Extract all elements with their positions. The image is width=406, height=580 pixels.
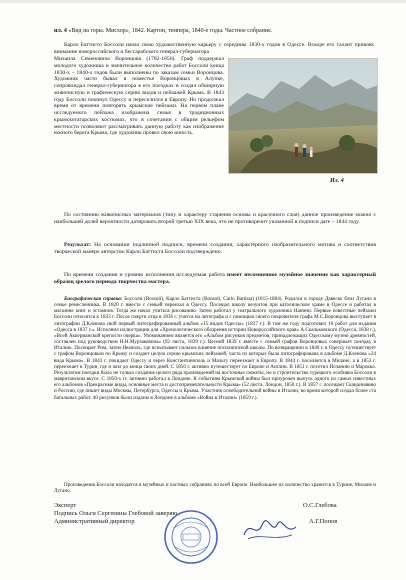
expert-name: О.С.Глебова bbox=[303, 502, 337, 509]
dating-paragraph: По состоянию живописных материалов (типу и характеру старения основы и красочного слоя) данное произведение можно с наибольшей долей вероятности датировать второй третью XIX века, что не противоречит указанной в подписи дате – 1844 году. bbox=[54, 212, 376, 225]
handwritten-signature bbox=[240, 515, 300, 543]
biography-label: Биографическая справка: bbox=[64, 296, 123, 302]
image-caption bbox=[54, 28, 374, 35]
director-name: А.Г.Попов bbox=[309, 518, 338, 525]
wrapped-paragraph: Михаила Семеновича Воронцова (1782-1856). Граф поддержал молодого художника и значительное количество работ Боссоли конца 1830-х – 1840-х годов были выполнены по заказам семьи Воронцова. Художник часто бывал в поместье Воронцовых в Алупке, сопровождал генерал-губернатора в его поездках и создал обширную живописную и графическую серию видов и пейзажей Крыма. В 1843 году Боссоли покинул Одессу и переселился в Европу. Но продолжал время от времени повторять крымские пейзажи. На первом плане исследуемого пейзажа изображена семья в традиционных крымскотатарских костюмах, что в сочетании с общим рельефом местности позволяют рассматривать данную работу как изображение южного берега Крыма, где художник провел свою юность. bbox=[54, 56, 224, 137]
scan-edge bbox=[0, 0, 406, 3]
museum-value-bold: имеет несомненное музейное значение как характерный образец зрелого периода творчества мастера. bbox=[54, 272, 376, 285]
biography-paragraph bbox=[54, 296, 376, 401]
museum-value-text: По времени создания и уровню исполнения исследуемая работа bbox=[64, 272, 228, 278]
director-role: Административный директор bbox=[54, 518, 135, 525]
biography-text: Боссоли (Bossoli), Карло Баттиста (Bonsoli, Carlo Battista) (1815-1884). Родился в городе Давеско близ Лугано в семье ремесленника. В 1820 г. вместе с семьей переехал в Одессу. Посещал школу иезуитов при католическом храме в Одессе и работал в магазине книг и эстампов. Тогда же начал учиться рисованию. Затем работал у театрального художника Нанини. Первые известные пейзажи Боссоли относятся к 1833 г. После смерти отца в 1836 г. учится на литографа и с помощью своего покровителя графа М.С.Воронцова выступает в литографии Д.Кленова свой первый литографированный альбом «15 видов Одессы» (1837 г.). В том же году подготовил 16 работ для издания «Одесса в 1837 г.». Исполнил иллюстрации для «Хронологического обозрения истории Новороссийского края» А.Скальковского (Одесса, 1838 г.), «Всей Аккерманской крепости очерка». Упоминанием является его «Альбом рисунков предметов, принадлежащих Одесскому музею древностей, составлен под руководством Н.Н.Мурзакевича» (92 листа, 1839 г.). Весной 1839 г. вместе с семьей графов Воронцовых совершает поездку в Италию. Посещает Рим, затем Неаполь, где испытывает сильное влияние посилиппской школы. По возвращении в 1840 г. в Одессу путешествует с графом Воронцовым по Крыму и создает целую серию крымских пейзажей, часть из которых была литографирована в альбоме Д.Кленова «24 вида Крыма». В 1843 г. покидает Одессу и через Константинополь и Мальту переезжает в Европу. В 1844 г. поселяется в Милане, а в 1853 г. переезжает в Турин, где и жил до конца своих дней. С 1850 г. активно путешествует по Европе и Англии. В 1851 г. посетил Испанию и Марокко. Результатом поездки было не только создание целого ряда произведений на восточные сюжеты, но и строительство турецкого особняка Боссоли в мавританском вкусе. С 1850-х гг. активно работал в Лондоне. К событиям Крымской войны был приурочен выпуск одного из самых известных его альбомов «Прекрасные виды, основные места и достопримечательности Крыма» (52 листа, Лондон, 1856 г.). В 1857 г. посещает Скандинавию и Россию, где пишет виды Москвы, Петербурга, Одессы и Крыма. Участник освободительной войны в Италии, во время которой создал более ста батальных работ. 40 рисунков были изданы в Лондоне в альбоме «Война в Италии» (1859 г.). bbox=[54, 296, 376, 401]
figure-label: Ил. 4 bbox=[330, 178, 344, 184]
expert-role: Эксперт bbox=[54, 502, 77, 509]
caption-number: ил. 4 bbox=[54, 28, 67, 34]
museum-value-paragraph bbox=[54, 272, 376, 286]
painting-image bbox=[228, 58, 378, 174]
certification-line: Подпись Ольги Сергеевны Глебовой заверяю bbox=[54, 510, 178, 517]
mountain-landscape-illustration bbox=[229, 59, 378, 174]
result-text: На основании подлинной подписи, времени создания, характерного изобразительного мотива и соответствия творческой манере авторство Карло Баттиста Боссоли подтверждено. bbox=[54, 242, 376, 255]
result-label: Результат: bbox=[64, 242, 92, 248]
caption-text: «Вид на горы. Мисхор», 1842. Картон, темпера, 1840-е годы. Частное собрание. bbox=[66, 28, 273, 34]
intro-paragraph: Карло Баттисто Боссоли начал свою художественную карьеру с середины 1830-х годов в Одессе. Вскоре его талант привлек внимание новороссийского и бессарабского генерал-губернатора bbox=[54, 42, 374, 55]
result-paragraph bbox=[54, 242, 376, 256]
collections-paragraph: Произведения Боссоли находятся в музейных и частных собраниях по всей Европе. Наибольшее их количество хранится в Турине, Милане и Лугано. bbox=[54, 482, 376, 495]
official-stamp bbox=[162, 508, 220, 566]
